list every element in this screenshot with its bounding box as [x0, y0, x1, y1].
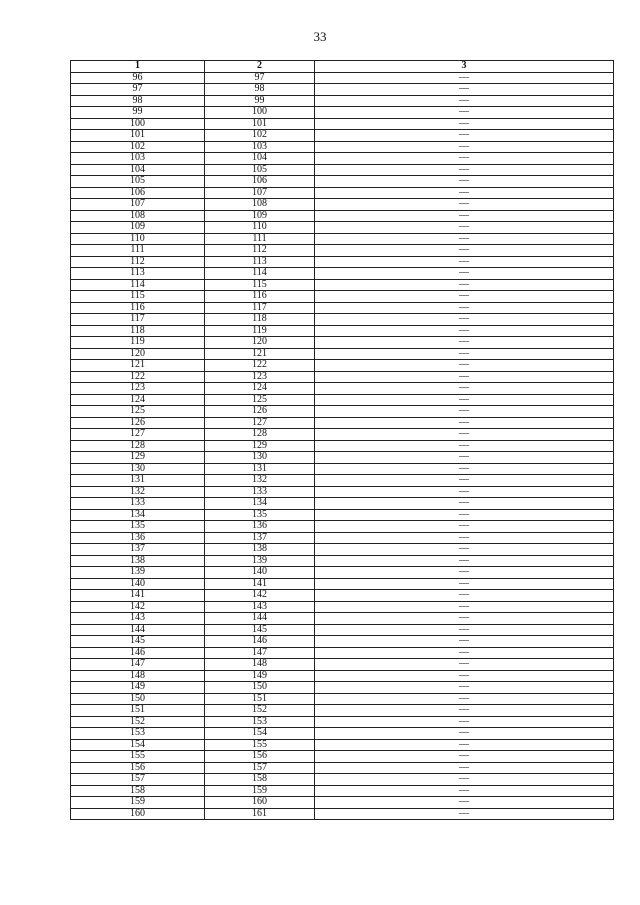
table-row — [71, 785, 614, 797]
table-cell: — — [315, 245, 614, 257]
table-cell: 103 — [205, 141, 315, 153]
table-cell: 101 — [205, 118, 315, 130]
table-cell: — — [315, 751, 614, 763]
table-row — [71, 429, 614, 441]
table-cell: — — [315, 682, 614, 694]
table-cell: — — [315, 774, 614, 786]
table-cell: — — [315, 268, 614, 280]
table-cell: — — [315, 325, 614, 337]
table-row — [71, 383, 614, 395]
table-row — [71, 210, 614, 222]
table-row — [71, 291, 614, 303]
table-cell: 160 — [71, 808, 205, 820]
table-cell: 144 — [205, 613, 315, 625]
table-cell: 137 — [71, 544, 205, 556]
table-cell: 132 — [205, 475, 315, 487]
table-cell: 160 — [205, 797, 315, 809]
data-table — [70, 60, 614, 820]
table-cell: — — [315, 210, 614, 222]
table-row — [71, 739, 614, 751]
table-cell: — — [315, 394, 614, 406]
table-cell: 159 — [71, 797, 205, 809]
table-cell: — — [315, 383, 614, 395]
table-cell: 141 — [205, 578, 315, 590]
table-cell: 153 — [71, 728, 205, 740]
table-cell: 150 — [71, 693, 205, 705]
table-cell: 114 — [205, 268, 315, 280]
table-cell: 99 — [71, 107, 205, 119]
table-cell: 143 — [205, 601, 315, 613]
table-cell: 136 — [71, 532, 205, 544]
table-cell: 131 — [205, 463, 315, 475]
table-cell: 127 — [205, 417, 315, 429]
table-cell: 97 — [71, 84, 205, 96]
table-cell: 96 — [71, 72, 205, 84]
table-cell: 140 — [205, 567, 315, 579]
table-header-row — [71, 61, 614, 73]
table-row — [71, 348, 614, 360]
table-row — [71, 118, 614, 130]
table-row — [71, 130, 614, 142]
table-cell: 109 — [71, 222, 205, 234]
table-cell: 98 — [71, 95, 205, 107]
table-cell: 115 — [205, 279, 315, 291]
table-row — [71, 682, 614, 694]
table-cell: 102 — [205, 130, 315, 142]
table-row — [71, 360, 614, 372]
column-header: 1 — [71, 61, 205, 73]
table-cell: — — [315, 463, 614, 475]
table-cell: — — [315, 153, 614, 165]
table-cell: — — [315, 601, 614, 613]
table-cell: 154 — [71, 739, 205, 751]
table-cell: 139 — [205, 555, 315, 567]
table-cell: 146 — [71, 647, 205, 659]
table-row — [71, 187, 614, 199]
table-cell: 151 — [71, 705, 205, 717]
table-cell: — — [315, 360, 614, 372]
table-cell: — — [315, 187, 614, 199]
table-row — [71, 555, 614, 567]
table-row — [71, 176, 614, 188]
table-cell: — — [315, 762, 614, 774]
table-row — [71, 325, 614, 337]
table-cell: 118 — [71, 325, 205, 337]
table-cell: — — [315, 371, 614, 383]
table-cell: — — [315, 624, 614, 636]
table-row — [71, 716, 614, 728]
table-cell: — — [315, 141, 614, 153]
table-row — [71, 141, 614, 153]
table-row — [71, 475, 614, 487]
table-row — [71, 486, 614, 498]
table-cell: 118 — [205, 314, 315, 326]
table-cell: 151 — [205, 693, 315, 705]
table-cell: 143 — [71, 613, 205, 625]
table-cell: — — [315, 291, 614, 303]
table-cell: — — [315, 555, 614, 567]
table-cell: 130 — [71, 463, 205, 475]
table-cell: 139 — [71, 567, 205, 579]
table-cell: 158 — [71, 785, 205, 797]
table-row — [71, 670, 614, 682]
table-cell: 119 — [205, 325, 315, 337]
table-cell: 133 — [71, 498, 205, 510]
table-cell: — — [315, 797, 614, 809]
table-cell: 107 — [205, 187, 315, 199]
table-cell: 101 — [71, 130, 205, 142]
table-cell: — — [315, 222, 614, 234]
table-cell: 134 — [71, 509, 205, 521]
table-cell: 155 — [205, 739, 315, 751]
table-cell: 99 — [205, 95, 315, 107]
table-row — [71, 532, 614, 544]
table-cell: 97 — [205, 72, 315, 84]
table-cell: 129 — [205, 440, 315, 452]
table-row — [71, 705, 614, 717]
table-cell: 159 — [205, 785, 315, 797]
table-cell: 128 — [205, 429, 315, 441]
table-row — [71, 222, 614, 234]
table-cell: 125 — [205, 394, 315, 406]
table-cell: 147 — [71, 659, 205, 671]
table-cell: 126 — [205, 406, 315, 418]
table-cell: 157 — [205, 762, 315, 774]
table-row — [71, 394, 614, 406]
table-cell: 124 — [205, 383, 315, 395]
table-cell: 141 — [71, 590, 205, 602]
table-cell: 104 — [205, 153, 315, 165]
table-cell: 100 — [71, 118, 205, 130]
table-cell: 147 — [205, 647, 315, 659]
table-row — [71, 95, 614, 107]
table-cell: 116 — [71, 302, 205, 314]
table-cell: 148 — [205, 659, 315, 671]
table-cell: 122 — [205, 360, 315, 372]
table-cell: — — [315, 728, 614, 740]
table-cell: 142 — [205, 590, 315, 602]
table-cell: 110 — [205, 222, 315, 234]
table-cell: 148 — [71, 670, 205, 682]
table-cell: 144 — [71, 624, 205, 636]
table-row — [71, 728, 614, 740]
table-row — [71, 578, 614, 590]
table-cell: — — [315, 647, 614, 659]
table-row — [71, 797, 614, 809]
table-cell: — — [315, 348, 614, 360]
table-cell: — — [315, 429, 614, 441]
table-cell: 132 — [71, 486, 205, 498]
table-row — [71, 498, 614, 510]
column-header: 3 — [315, 61, 614, 73]
table-cell: 105 — [71, 176, 205, 188]
table-cell: 152 — [205, 705, 315, 717]
table-cell: 135 — [205, 509, 315, 521]
table-row — [71, 302, 614, 314]
table-cell: — — [315, 279, 614, 291]
table-row — [71, 509, 614, 521]
table-cell: — — [315, 72, 614, 84]
table-cell: 108 — [205, 199, 315, 211]
table-cell: — — [315, 176, 614, 188]
table-cell: 119 — [71, 337, 205, 349]
table-row — [71, 314, 614, 326]
table-row — [71, 693, 614, 705]
table-cell: — — [315, 233, 614, 245]
table-cell: 120 — [71, 348, 205, 360]
table-cell: — — [315, 486, 614, 498]
table-cell: 114 — [71, 279, 205, 291]
table-cell: 158 — [205, 774, 315, 786]
table-cell: 136 — [205, 521, 315, 533]
table-row — [71, 463, 614, 475]
table-cell: 111 — [71, 245, 205, 257]
page-number: 33 — [313, 29, 327, 44]
table-row — [71, 164, 614, 176]
table-cell: — — [315, 256, 614, 268]
table-cell: 155 — [71, 751, 205, 763]
table-cell: — — [315, 739, 614, 751]
table-row — [71, 337, 614, 349]
table-cell: 150 — [205, 682, 315, 694]
table-cell: — — [315, 498, 614, 510]
table-cell: 117 — [205, 302, 315, 314]
table-row — [71, 751, 614, 763]
table-row — [71, 245, 614, 257]
table-cell: 145 — [71, 636, 205, 648]
table-cell: — — [315, 705, 614, 717]
table-row — [71, 636, 614, 648]
table-cell: 145 — [205, 624, 315, 636]
table-cell: 121 — [205, 348, 315, 360]
column-header: 2 — [205, 61, 315, 73]
table-cell: 100 — [205, 107, 315, 119]
table-row — [71, 233, 614, 245]
table-cell: 140 — [71, 578, 205, 590]
table-row — [71, 72, 614, 84]
table-cell: 149 — [205, 670, 315, 682]
table-cell: 134 — [205, 498, 315, 510]
table-cell: 108 — [71, 210, 205, 222]
table-row — [71, 417, 614, 429]
table-cell: — — [315, 808, 614, 820]
table-cell: — — [315, 544, 614, 556]
table-row — [71, 268, 614, 280]
table-cell: — — [315, 532, 614, 544]
table-cell: 116 — [205, 291, 315, 303]
table-cell: 149 — [71, 682, 205, 694]
table-cell: 121 — [71, 360, 205, 372]
table-cell: 115 — [71, 291, 205, 303]
table-cell: — — [315, 659, 614, 671]
table-cell: 120 — [205, 337, 315, 349]
table-cell: — — [315, 785, 614, 797]
table-cell: — — [315, 613, 614, 625]
table-row — [71, 601, 614, 613]
table-cell: — — [315, 130, 614, 142]
table-row — [71, 590, 614, 602]
table-row — [71, 452, 614, 464]
table-cell: 124 — [71, 394, 205, 406]
table-cell: — — [315, 521, 614, 533]
table-cell: 138 — [205, 544, 315, 556]
table-row — [71, 762, 614, 774]
table-cell: 123 — [205, 371, 315, 383]
table-cell: 127 — [71, 429, 205, 441]
table-cell: 133 — [205, 486, 315, 498]
table-row — [71, 659, 614, 671]
table-cell: — — [315, 199, 614, 211]
table-cell: — — [315, 337, 614, 349]
table-cell: 102 — [71, 141, 205, 153]
table-cell: — — [315, 164, 614, 176]
table-cell: — — [315, 417, 614, 429]
table-cell: — — [315, 693, 614, 705]
table-row — [71, 440, 614, 452]
table-row — [71, 279, 614, 291]
table-row — [71, 406, 614, 418]
table-cell: — — [315, 578, 614, 590]
table-cell: 125 — [71, 406, 205, 418]
table-cell: — — [315, 95, 614, 107]
table-cell: — — [315, 107, 614, 119]
table-cell: 129 — [71, 452, 205, 464]
table-row — [71, 808, 614, 820]
table-cell: 122 — [71, 371, 205, 383]
table-cell: 107 — [71, 199, 205, 211]
table-row — [71, 153, 614, 165]
table-row — [71, 613, 614, 625]
table-cell: 105 — [205, 164, 315, 176]
table-row — [71, 199, 614, 211]
table-cell: 138 — [71, 555, 205, 567]
table-cell: — — [315, 636, 614, 648]
table-cell: 142 — [71, 601, 205, 613]
table-cell: 113 — [205, 256, 315, 268]
table-cell: — — [315, 302, 614, 314]
table-cell: 117 — [71, 314, 205, 326]
table-cell: — — [315, 314, 614, 326]
table-cell: — — [315, 670, 614, 682]
table-cell: — — [315, 590, 614, 602]
table-row — [71, 107, 614, 119]
table-row — [71, 544, 614, 556]
table-cell: — — [315, 84, 614, 96]
table-row — [71, 256, 614, 268]
table-row — [71, 371, 614, 383]
table-cell: 153 — [205, 716, 315, 728]
table-cell: — — [315, 440, 614, 452]
table-cell: — — [315, 509, 614, 521]
table-cell: 131 — [71, 475, 205, 487]
table-cell: — — [315, 118, 614, 130]
table-cell: — — [315, 406, 614, 418]
table-cell: 126 — [71, 417, 205, 429]
table-cell: 106 — [205, 176, 315, 188]
table-cell: 161 — [205, 808, 315, 820]
table-row — [71, 774, 614, 786]
table-cell: 110 — [71, 233, 205, 245]
table-cell: — — [315, 567, 614, 579]
table-cell: 130 — [205, 452, 315, 464]
table-cell: 113 — [71, 268, 205, 280]
table-body — [71, 72, 614, 820]
table-cell: 104 — [71, 164, 205, 176]
table-row — [71, 84, 614, 96]
table-row — [71, 521, 614, 533]
table-row — [71, 647, 614, 659]
table-cell: 154 — [205, 728, 315, 740]
table-cell: 109 — [205, 210, 315, 222]
table-row — [71, 567, 614, 579]
table-cell: 156 — [205, 751, 315, 763]
table-cell: 152 — [71, 716, 205, 728]
table-cell: 111 — [205, 233, 315, 245]
table-cell: — — [315, 452, 614, 464]
table-cell: 135 — [71, 521, 205, 533]
table-row — [71, 624, 614, 636]
table-cell: 137 — [205, 532, 315, 544]
table-cell: 156 — [71, 762, 205, 774]
table-cell: 112 — [71, 256, 205, 268]
table-cell: 98 — [205, 84, 315, 96]
table-cell: 103 — [71, 153, 205, 165]
table-cell: 106 — [71, 187, 205, 199]
table-cell: — — [315, 475, 614, 487]
table-cell: 157 — [71, 774, 205, 786]
table-cell: 112 — [205, 245, 315, 257]
table-cell: 146 — [205, 636, 315, 648]
table-cell: — — [315, 716, 614, 728]
table-cell: 123 — [71, 383, 205, 395]
table-cell: 128 — [71, 440, 205, 452]
